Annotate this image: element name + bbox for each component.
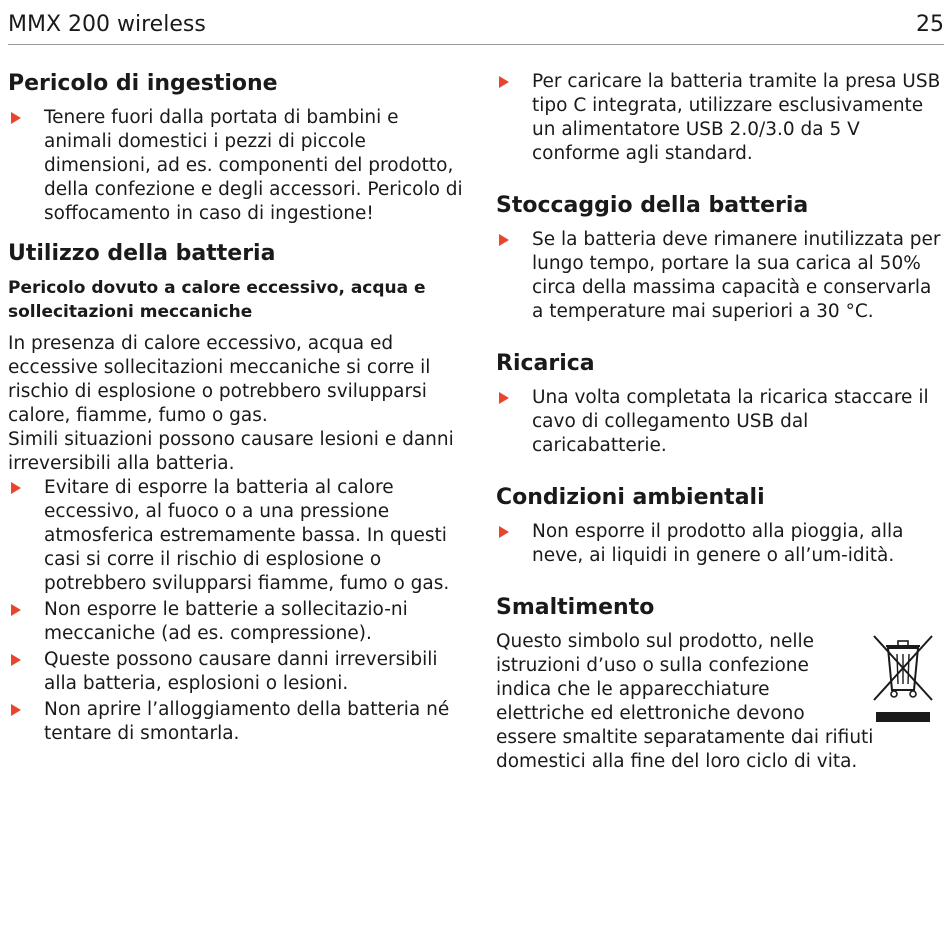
bullet-list [8, 476, 463, 746]
list-item: Non esporre le batterie a sollecitazio-ni meccaniche (ad es. compressione). [8, 598, 463, 646]
triangle-right-icon [11, 112, 21, 124]
list-item: Queste possono causare danni irreversibili alla batteria, esplosioni o lesioni. [8, 648, 463, 696]
list-item: Non aprire l’alloggiamento della batteria né tentare di smontarla. [8, 698, 463, 746]
left-column [8, 70, 463, 760]
bullet-list [496, 520, 946, 568]
section-title: Ricarica [496, 351, 595, 376]
right-column [496, 70, 946, 788]
section-title: Utilizzo della batteria [8, 241, 276, 266]
section-environment [496, 484, 946, 568]
list-item: Non esporre il prodotto alla pioggia, alla neve, ai liquidi in genere o all’um-idità. [496, 520, 946, 568]
page-header [8, 8, 944, 45]
list-item: Evitare di esporre la batteria al calore eccessivo, al fuoco o a una pressione atmosferica estremamente bassa. In questi casi si corre il rischio di esplosione o potrebbero svilupparsi fiamme, fumo o gas. [8, 476, 463, 596]
triangle-right-icon [11, 704, 21, 716]
section-charging-usb [496, 70, 946, 166]
triangle-right-icon [499, 392, 509, 404]
list-item: Tenere fuori dalla portata di bambini e animali domestici i pezzi di piccole dimensioni, ad es. componenti del prodotto, della confezione e degli accessori. Pericolo di soffocamento in caso di ingestione! [8, 106, 463, 226]
page-number: 25 [916, 12, 944, 37]
bullet-list [8, 106, 463, 226]
bullet-list [496, 386, 946, 458]
bullet-list [496, 228, 946, 324]
list-item: Per caricare la batteria tramite la presa USB tipo C integrata, utilizzare esclusivamente un alimentatore USB 2.0/3.0 da 5 V conforme agli standard. [496, 70, 946, 166]
section-title: Condizioni ambientali [496, 485, 765, 510]
section-recharge [496, 350, 946, 458]
section-title: Pericolo di ingestione [8, 71, 278, 96]
section-title: Smaltimento [496, 595, 655, 620]
section-ingestion [8, 70, 463, 226]
paragraph: In presenza di calore eccessivo, acqua ed eccessive sollecitazioni meccaniche si corre il rischio di esplosione o potrebbero svilupparsi calore, fiamme, fumo o gas. [8, 333, 431, 426]
section-subtitle: Pericolo dovuto a calore eccessivo, acqua e sollecitazioni meccaniche [8, 278, 426, 322]
section-disposal [496, 594, 946, 774]
section-title: Stoccaggio della batteria [496, 193, 809, 218]
triangle-right-icon [499, 234, 509, 246]
section-battery-use [8, 240, 463, 746]
list-item: Se la batteria deve rimanere inutilizzata per lungo tempo, portare la sua carica al 50% circa della massima capacità e conservarla a temperature mai superiori a 30 °C. [496, 228, 946, 324]
bullet-list [496, 70, 946, 166]
header-title: MMX 200 wireless [8, 12, 206, 37]
crossed-out-bin-icon [868, 632, 938, 728]
triangle-right-icon [11, 604, 21, 616]
triangle-right-icon [499, 76, 509, 88]
list-item: Una volta completata la ricarica staccare il cavo di collegamento USB dal caricabatterie. [496, 386, 946, 458]
triangle-right-icon [11, 654, 21, 666]
triangle-right-icon [11, 482, 21, 494]
disposal-text: Questo simbolo sul prodotto, nelle istruzioni d’uso o sulla confezione indica che le apparecchiature elettriche ed elettroniche devono essere smaltite separatamente dai rifiuti domestici alla fine del loro ciclo di vita. [496, 631, 874, 772]
paragraph: Simili situazioni possono causare lesioni e danni irreversibili alla batteria. [8, 429, 454, 474]
triangle-right-icon [499, 526, 509, 538]
section-storage [496, 192, 946, 324]
